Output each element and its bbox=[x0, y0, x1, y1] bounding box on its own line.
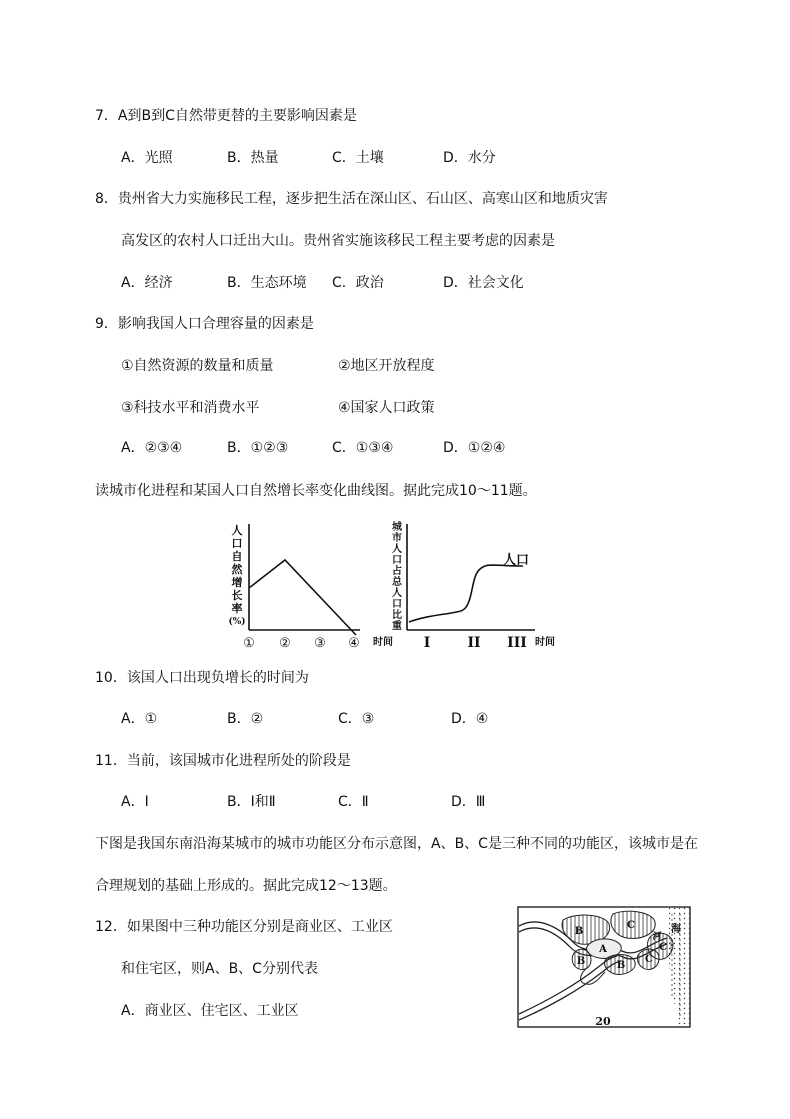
left-xlabel: 时间 bbox=[373, 637, 393, 648]
zone-label-c3: C bbox=[645, 954, 653, 965]
q8-option-b: B．生态环境 bbox=[227, 275, 307, 291]
svg-text:比: 比 bbox=[392, 610, 402, 621]
q11-option-c: C．Ⅱ bbox=[338, 794, 369, 810]
q10-option-d: D．④ bbox=[451, 711, 489, 727]
q9-item-1: ①自然资源的数量和质量 bbox=[121, 358, 274, 374]
zone-label-c1: C bbox=[627, 920, 635, 931]
sea-label: 海 bbox=[671, 924, 681, 935]
svg-text:人: 人 bbox=[231, 524, 243, 537]
svg-text:(%): (%) bbox=[228, 617, 246, 627]
q12-stem-line1: 12．如果图中三种功能区分别是商业区、工业区 bbox=[95, 919, 393, 935]
q9-item-2: ②地区开放程度 bbox=[338, 358, 435, 374]
river-label: 河 bbox=[652, 932, 662, 942]
urbanization-curve bbox=[409, 565, 523, 622]
q9-option-a: A．②③④ bbox=[121, 440, 183, 456]
q11-option-a: A．Ⅰ bbox=[121, 794, 149, 810]
svg-text:然: 然 bbox=[231, 563, 243, 576]
q9-option-c: C．①③④ bbox=[332, 440, 394, 456]
growth-rate-line bbox=[249, 560, 356, 635]
q9-stem: 9．影响我国人口合理容量的因素是 bbox=[95, 316, 314, 332]
q11-stem: 11．当前，该国城市化进程所处的阶段是 bbox=[95, 753, 351, 769]
svg-text:城: 城 bbox=[392, 522, 402, 533]
q10-option-c: C．③ bbox=[338, 711, 375, 727]
q11-option-d: D．Ⅲ bbox=[451, 794, 486, 810]
svg-text:人: 人 bbox=[392, 544, 402, 555]
q7-option-d: D．水分 bbox=[443, 150, 496, 166]
svg-text:④: ④ bbox=[348, 636, 360, 651]
svg-text:占: 占 bbox=[392, 566, 402, 577]
right-ticks bbox=[424, 635, 527, 651]
svg-text:口: 口 bbox=[231, 537, 243, 550]
map-footer-number: 20 bbox=[595, 1015, 611, 1028]
curve-label: 人口 bbox=[503, 553, 530, 568]
svg-text:增: 增 bbox=[231, 576, 243, 589]
zone-label-c2: C bbox=[659, 942, 667, 953]
svg-text:③: ③ bbox=[314, 636, 326, 651]
svg-text:口: 口 bbox=[392, 555, 402, 566]
svg-text:口: 口 bbox=[392, 599, 402, 610]
svg-text:人: 人 bbox=[392, 588, 402, 599]
right-ylabel bbox=[392, 520, 403, 632]
q9-option-d: D．①②④ bbox=[443, 440, 506, 456]
svg-text:率: 率 bbox=[231, 602, 243, 615]
q10-option-b: B．② bbox=[227, 711, 264, 727]
svg-text:II: II bbox=[467, 635, 481, 651]
q10-stem: 10．该国人口出现负增长的时间为 bbox=[95, 670, 309, 686]
q8-option-a: A．经济 bbox=[121, 275, 173, 291]
chart-natural-growth-rate bbox=[228, 524, 393, 651]
left-ticks bbox=[243, 636, 360, 651]
svg-text:I: I bbox=[423, 635, 431, 651]
right-xlabel: 时间 bbox=[535, 637, 555, 648]
svg-text:长: 长 bbox=[231, 589, 243, 602]
q8-option-d: D．社会文化 bbox=[443, 275, 524, 291]
intro-12-13-line1: 下图是我国东南沿海某城市的城市功能区分布示意图，A、B、C是三种不同的功能区，该城市是在 bbox=[95, 836, 698, 852]
q7-stem: 7．A到B到C自然带更替的主要影响因素是 bbox=[95, 108, 357, 124]
left-ylabel bbox=[228, 524, 245, 627]
q12-stem-line2: 和住宅区，则A、B、C分别代表 bbox=[121, 961, 318, 977]
svg-text:总: 总 bbox=[392, 577, 402, 588]
zone-label-b2: B bbox=[576, 956, 586, 967]
zone-label-b3: B bbox=[616, 960, 626, 971]
svg-text:②: ② bbox=[279, 636, 291, 651]
q11-option-b: B．Ⅰ和Ⅱ bbox=[227, 794, 276, 810]
city-zone-map bbox=[517, 906, 693, 1030]
q7-option-c: C．土壤 bbox=[332, 150, 384, 166]
figure-population-urbanization bbox=[225, 518, 565, 653]
svg-text:自: 自 bbox=[231, 550, 243, 563]
intro-12-13-line2: 合理规划的基础上形成的。据此完成12～13题。 bbox=[95, 878, 397, 894]
svg-text:市: 市 bbox=[392, 533, 402, 544]
zone-label-a: A bbox=[599, 944, 607, 955]
zone-label-b1: B bbox=[574, 926, 584, 937]
q8-option-c: C．政治 bbox=[332, 275, 384, 291]
q9-item-3: ③科技水平和消费水平 bbox=[121, 400, 260, 416]
q7-option-a: A．光照 bbox=[121, 150, 173, 166]
svg-text:①: ① bbox=[243, 636, 255, 651]
intro-10-11: 读城市化进程和某国人口自然增长率变化曲线图。据此完成10～11题。 bbox=[95, 483, 537, 499]
q12-option-a: A．商业区、住宅区、工业区 bbox=[121, 1003, 299, 1019]
q9-item-4: ④国家人口政策 bbox=[338, 400, 435, 416]
q9-option-b: B．①②③ bbox=[227, 440, 289, 456]
svg-text:重: 重 bbox=[392, 621, 402, 632]
svg-text:III: III bbox=[507, 635, 527, 651]
q8-stem-line2: 高发区的农村人口迁出大山。贵州省实施该移民工程主要考虑的因素是 bbox=[121, 233, 555, 249]
q8-stem-line1: 8．贵州省大力实施移民工程，逐步把生活在深山区、石山区、高寒山区和地质灾害 bbox=[95, 191, 608, 207]
q7-option-b: B．热量 bbox=[227, 150, 279, 166]
chart-urbanization bbox=[392, 520, 555, 651]
q10-option-a: A．① bbox=[121, 711, 158, 727]
